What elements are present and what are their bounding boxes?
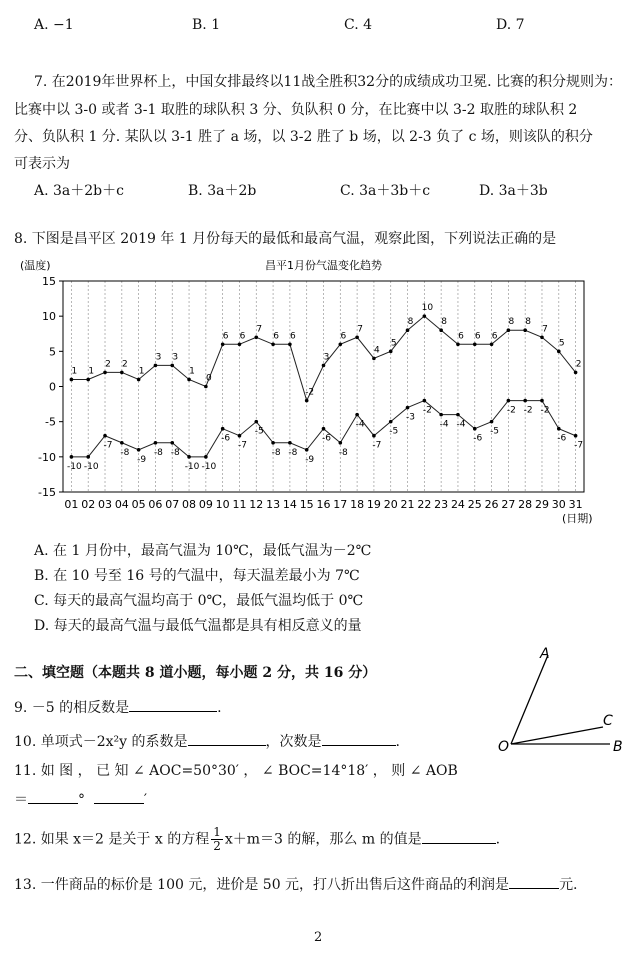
q9-answer-blank[interactable] xyxy=(129,697,217,712)
data-point xyxy=(406,406,410,410)
x-tick-label: 20 xyxy=(383,498,398,511)
q12-part1: 12. 如果 x＝2 是关于 x 的方程 xyxy=(14,831,210,848)
label-a: A xyxy=(540,646,550,662)
x-tick-label: 16 xyxy=(316,498,331,511)
data-point xyxy=(70,455,74,459)
data-point xyxy=(557,350,561,354)
data-point xyxy=(490,343,494,347)
q12-denominator: 2 xyxy=(213,839,221,853)
data-point xyxy=(288,343,292,347)
data-label: -2 xyxy=(523,405,533,416)
data-point xyxy=(187,455,191,459)
q11-equals: ＝ xyxy=(14,792,28,808)
data-label: -4 xyxy=(439,419,449,430)
data-point xyxy=(423,314,427,318)
data-point xyxy=(238,434,242,438)
data-point xyxy=(221,343,225,347)
data-point xyxy=(473,427,477,431)
q7-line4: 可表示为 xyxy=(14,156,70,172)
data-point xyxy=(187,378,191,382)
x-tick-label: 03 xyxy=(98,498,113,511)
data-point xyxy=(254,335,258,339)
q7-line1: 7. 在2019年世界杯上，中国女排最终以11战全胜积32分的成绩成功卫冕. 比赛的积分规则为： xyxy=(34,74,622,90)
q11-line1: 11. 如 图 ， 已 知 ∠ AOC=50°30′ ， ∠ BOC=14°18′ ， 则 ∠ AOB xyxy=(14,763,458,779)
section-heading: 二、填空题（本题共 8 道小题，每小题 2 分，共 16 分） xyxy=(14,665,377,681)
data-label: 0 xyxy=(205,373,212,384)
data-label: -7 xyxy=(574,440,584,451)
data-label: -2 xyxy=(540,405,550,416)
data-label: -8 xyxy=(338,447,348,458)
x-tick-label: 14 xyxy=(282,498,297,511)
data-point xyxy=(271,343,275,347)
data-point xyxy=(507,399,511,403)
q6-option-c: C. 4 xyxy=(344,17,373,33)
q10-part2: ，次数是 xyxy=(265,734,322,750)
data-label: 10 xyxy=(421,303,434,314)
data-label: 5 xyxy=(390,338,397,349)
data-label: -5 xyxy=(490,426,500,437)
q10-end: . xyxy=(395,734,400,750)
data-label: 3 xyxy=(323,352,330,363)
q7-line3: 分、负队积 1 分. 某队以 3-1 胜了 a 场，以 3-2 胜了 b 场，以 2-3 负了 c 场，则该队的积分 xyxy=(14,129,593,145)
x-tick-label: 28 xyxy=(518,498,533,511)
x-tick-label: 19 xyxy=(366,498,381,511)
data-point xyxy=(406,328,410,332)
q11-line2 xyxy=(14,789,147,809)
data-point xyxy=(389,350,393,354)
data-point xyxy=(103,371,107,375)
data-point xyxy=(507,328,511,332)
data-point xyxy=(204,455,208,459)
data-point xyxy=(86,455,90,459)
data-point xyxy=(540,335,544,339)
q13-end: 元. xyxy=(559,877,578,893)
y-tick-label: 5 xyxy=(49,345,56,359)
q10-part1: 10. 单项式－2x²y 的系数是 xyxy=(14,734,188,750)
x-axis-label: (日期) xyxy=(562,512,593,525)
x-tick-label: 31 xyxy=(568,498,583,511)
y-tick-label: 0 xyxy=(49,380,56,394)
data-label: 7 xyxy=(542,324,548,335)
data-point xyxy=(574,434,578,438)
data-point xyxy=(523,399,527,403)
q6-option-a: A. −1 xyxy=(34,17,74,33)
data-label: -8 xyxy=(170,447,180,458)
y-tick-label: 15 xyxy=(42,275,56,288)
data-point xyxy=(305,448,309,452)
q12-fraction xyxy=(211,826,223,853)
data-label: -8 xyxy=(271,447,281,458)
x-tick-label: 09 xyxy=(198,498,213,511)
data-point xyxy=(137,378,141,382)
data-label: 1 xyxy=(138,366,145,377)
data-point xyxy=(154,441,158,445)
data-point xyxy=(439,413,443,417)
x-tick-label: 17 xyxy=(333,498,348,511)
data-label: -8 xyxy=(153,447,163,458)
x-tick-label: 29 xyxy=(534,498,549,511)
q12-end: . xyxy=(495,831,501,848)
data-point xyxy=(120,371,124,375)
q9-end: . xyxy=(217,700,222,716)
data-label: 8 xyxy=(441,317,448,328)
data-point xyxy=(170,364,174,368)
data-point xyxy=(574,371,578,375)
data-label: -6 xyxy=(557,433,567,444)
data-label: 2 xyxy=(121,359,128,370)
x-tick-label: 07 xyxy=(165,498,180,511)
q13-text: 13. 一件商品的标价是 100 元，进价是 50 元，打八折出售后这件商品的利润是 xyxy=(14,877,510,893)
data-point xyxy=(523,328,527,332)
data-label: -8 xyxy=(288,447,298,458)
data-label: -9 xyxy=(137,454,147,465)
q7-option-b: B. 3a＋2b xyxy=(188,183,257,199)
data-label: 6 xyxy=(222,331,229,342)
x-tick-label: 12 xyxy=(249,498,264,511)
data-point xyxy=(288,441,292,445)
q10-degree-blank[interactable] xyxy=(322,731,396,746)
q11-minute-blank[interactable] xyxy=(94,789,144,804)
data-label: 1 xyxy=(71,366,78,377)
data-label: -10 xyxy=(184,461,200,472)
x-tick-label: 02 xyxy=(81,498,96,511)
data-point xyxy=(170,441,174,445)
y-tick-label: -5 xyxy=(45,415,56,429)
data-point xyxy=(271,441,275,445)
x-tick-label: 21 xyxy=(400,498,415,511)
q7-line2: 比赛中以 3-0 或者 3-1 取胜的球队积 3 分、负队积 0 分，在比赛中以 3-2 取胜的球队积 2 xyxy=(14,102,578,118)
data-point xyxy=(389,420,393,424)
q6-option-d: D. 7 xyxy=(496,17,525,33)
data-point xyxy=(221,427,225,431)
data-label: 2 xyxy=(575,359,582,370)
data-point xyxy=(557,427,561,431)
data-point xyxy=(70,378,74,382)
data-point xyxy=(154,364,158,368)
data-point xyxy=(490,420,494,424)
q8-option-b: B. 在 10 号至 16 号的气温中，每天温差最小为 7℃ xyxy=(34,568,360,584)
data-label: 6 xyxy=(290,331,296,342)
data-label: 3 xyxy=(155,352,162,363)
data-label: -7 xyxy=(372,440,382,451)
data-point xyxy=(540,399,544,403)
data-point xyxy=(423,399,427,403)
x-tick-label: 27 xyxy=(501,498,516,511)
data-point xyxy=(372,434,376,438)
data-point xyxy=(339,441,343,445)
label-o: O xyxy=(498,739,510,755)
data-label: 4 xyxy=(374,345,380,356)
q13 xyxy=(14,874,578,894)
y-tick-label: -15 xyxy=(38,486,56,499)
x-tick-label: 08 xyxy=(182,498,197,511)
data-point xyxy=(322,427,326,431)
data-label: 6 xyxy=(491,331,498,342)
x-tick-label: 25 xyxy=(467,498,482,511)
x-tick-label: 30 xyxy=(551,498,566,511)
data-point xyxy=(372,357,376,361)
data-label: -6 xyxy=(322,433,331,444)
q9-text: 9. －5 的相反数是 xyxy=(14,700,130,716)
y-tick-label: -10 xyxy=(38,450,56,464)
q13-answer-blank[interactable] xyxy=(509,874,559,889)
data-label: 7 xyxy=(357,324,363,335)
q10 xyxy=(14,731,400,751)
data-label: -4 xyxy=(456,419,466,430)
q7-option-d: D. 3a＋3b xyxy=(479,183,548,199)
data-label: 1 xyxy=(189,366,195,377)
data-label: -6 xyxy=(221,433,231,444)
q6-option-b: B. 1 xyxy=(192,17,221,33)
q11-minute-sign: ′ xyxy=(143,792,148,808)
data-label: 8 xyxy=(525,317,532,328)
data-label: 6 xyxy=(239,331,246,342)
q12-numerator: 1 xyxy=(213,825,221,839)
x-tick-label: 26 xyxy=(484,498,499,511)
q12 xyxy=(14,826,500,853)
x-tick-label: 13 xyxy=(266,498,281,511)
data-point xyxy=(120,441,124,445)
chart-title: 昌平1月份气温变化趋势 xyxy=(265,259,382,272)
page-number: 2 xyxy=(314,930,323,945)
data-label: -10 xyxy=(67,461,82,472)
x-tick-label: 04 xyxy=(114,498,129,511)
q10-coefficient-blank[interactable] xyxy=(188,731,266,746)
angle-figure xyxy=(498,645,628,760)
data-label: 1 xyxy=(88,366,95,377)
q12-part2: x＋m＝3 的解，那么 m 的值是 xyxy=(224,831,422,848)
data-point xyxy=(137,448,141,452)
q8-option-a: A. 在 1 月份中，最高气温为 10℃，最低气温为－2℃ xyxy=(34,543,372,559)
data-label: -3 xyxy=(406,412,416,423)
data-label: 6 xyxy=(474,331,481,342)
data-label: -7 xyxy=(237,440,247,451)
x-tick-label: 11 xyxy=(232,498,247,511)
x-tick-label: 22 xyxy=(417,498,432,511)
data-point xyxy=(355,413,359,417)
data-label: -10 xyxy=(83,461,99,472)
q11-degree-sign: ° xyxy=(78,792,85,808)
data-point xyxy=(322,364,326,368)
data-point xyxy=(254,420,258,424)
q9 xyxy=(14,697,222,717)
data-label: -5 xyxy=(254,426,264,437)
q8-option-d: D. 每天的最高气温与最低气温都是具有相反意义的量 xyxy=(34,618,362,634)
data-label: 7 xyxy=(256,324,263,335)
data-point xyxy=(238,343,242,347)
temperature-chart xyxy=(20,252,620,527)
q7-option-a: A. 3a＋2b＋c xyxy=(34,183,124,199)
data-label: 8 xyxy=(407,317,414,328)
data-point xyxy=(355,335,359,339)
data-label: -6 xyxy=(473,433,483,444)
data-label: -8 xyxy=(120,447,130,458)
y-tick-label: 10 xyxy=(42,310,56,324)
q8-stem: 8. 下图是昌平区 2019 年 1 月份每天的最低和最高气温，观察此图，下列说法正确的是 xyxy=(14,231,557,247)
data-point xyxy=(439,328,443,332)
x-tick-label: 15 xyxy=(299,498,314,511)
x-tick-label: 01 xyxy=(64,498,79,511)
data-label: 2 xyxy=(105,359,111,370)
data-point xyxy=(86,378,90,382)
x-tick-label: 23 xyxy=(434,498,449,511)
q12-answer-blank[interactable] xyxy=(422,829,496,844)
data-label: -9 xyxy=(305,454,315,465)
data-label: -2 xyxy=(305,387,315,398)
y-axis-label: (温度) xyxy=(20,259,51,272)
q8-option-c: C. 每天的最高气温均高于 0℃，最低气温均低于 0℃ xyxy=(34,593,364,609)
data-label: 8 xyxy=(508,317,515,328)
x-tick-label: 06 xyxy=(148,498,163,511)
data-label: 5 xyxy=(558,338,565,349)
x-tick-label: 18 xyxy=(350,498,365,511)
data-label: 6 xyxy=(340,331,347,342)
label-c: C xyxy=(603,713,613,729)
x-tick-label: 05 xyxy=(131,498,146,511)
q11-degree-blank[interactable] xyxy=(28,789,78,804)
data-point xyxy=(204,385,208,389)
data-point xyxy=(305,399,309,403)
x-tick-label: 10 xyxy=(215,498,230,511)
q7-option-c: C. 3a＋3b＋c xyxy=(340,183,431,199)
data-point xyxy=(339,343,343,347)
data-label: 6 xyxy=(458,331,464,342)
data-label: 3 xyxy=(172,352,179,363)
data-label: -7 xyxy=(103,440,113,451)
data-label: -2 xyxy=(422,405,432,416)
data-point xyxy=(103,434,107,438)
data-point xyxy=(456,343,460,347)
data-label: -2 xyxy=(506,405,516,416)
data-label: -10 xyxy=(201,461,217,472)
data-label: -4 xyxy=(355,419,365,430)
data-label: 6 xyxy=(273,331,279,342)
data-point xyxy=(456,413,460,417)
data-label: -5 xyxy=(389,426,399,437)
x-tick-label: 24 xyxy=(450,498,465,511)
data-point xyxy=(473,343,477,347)
label-b: B xyxy=(613,739,623,755)
